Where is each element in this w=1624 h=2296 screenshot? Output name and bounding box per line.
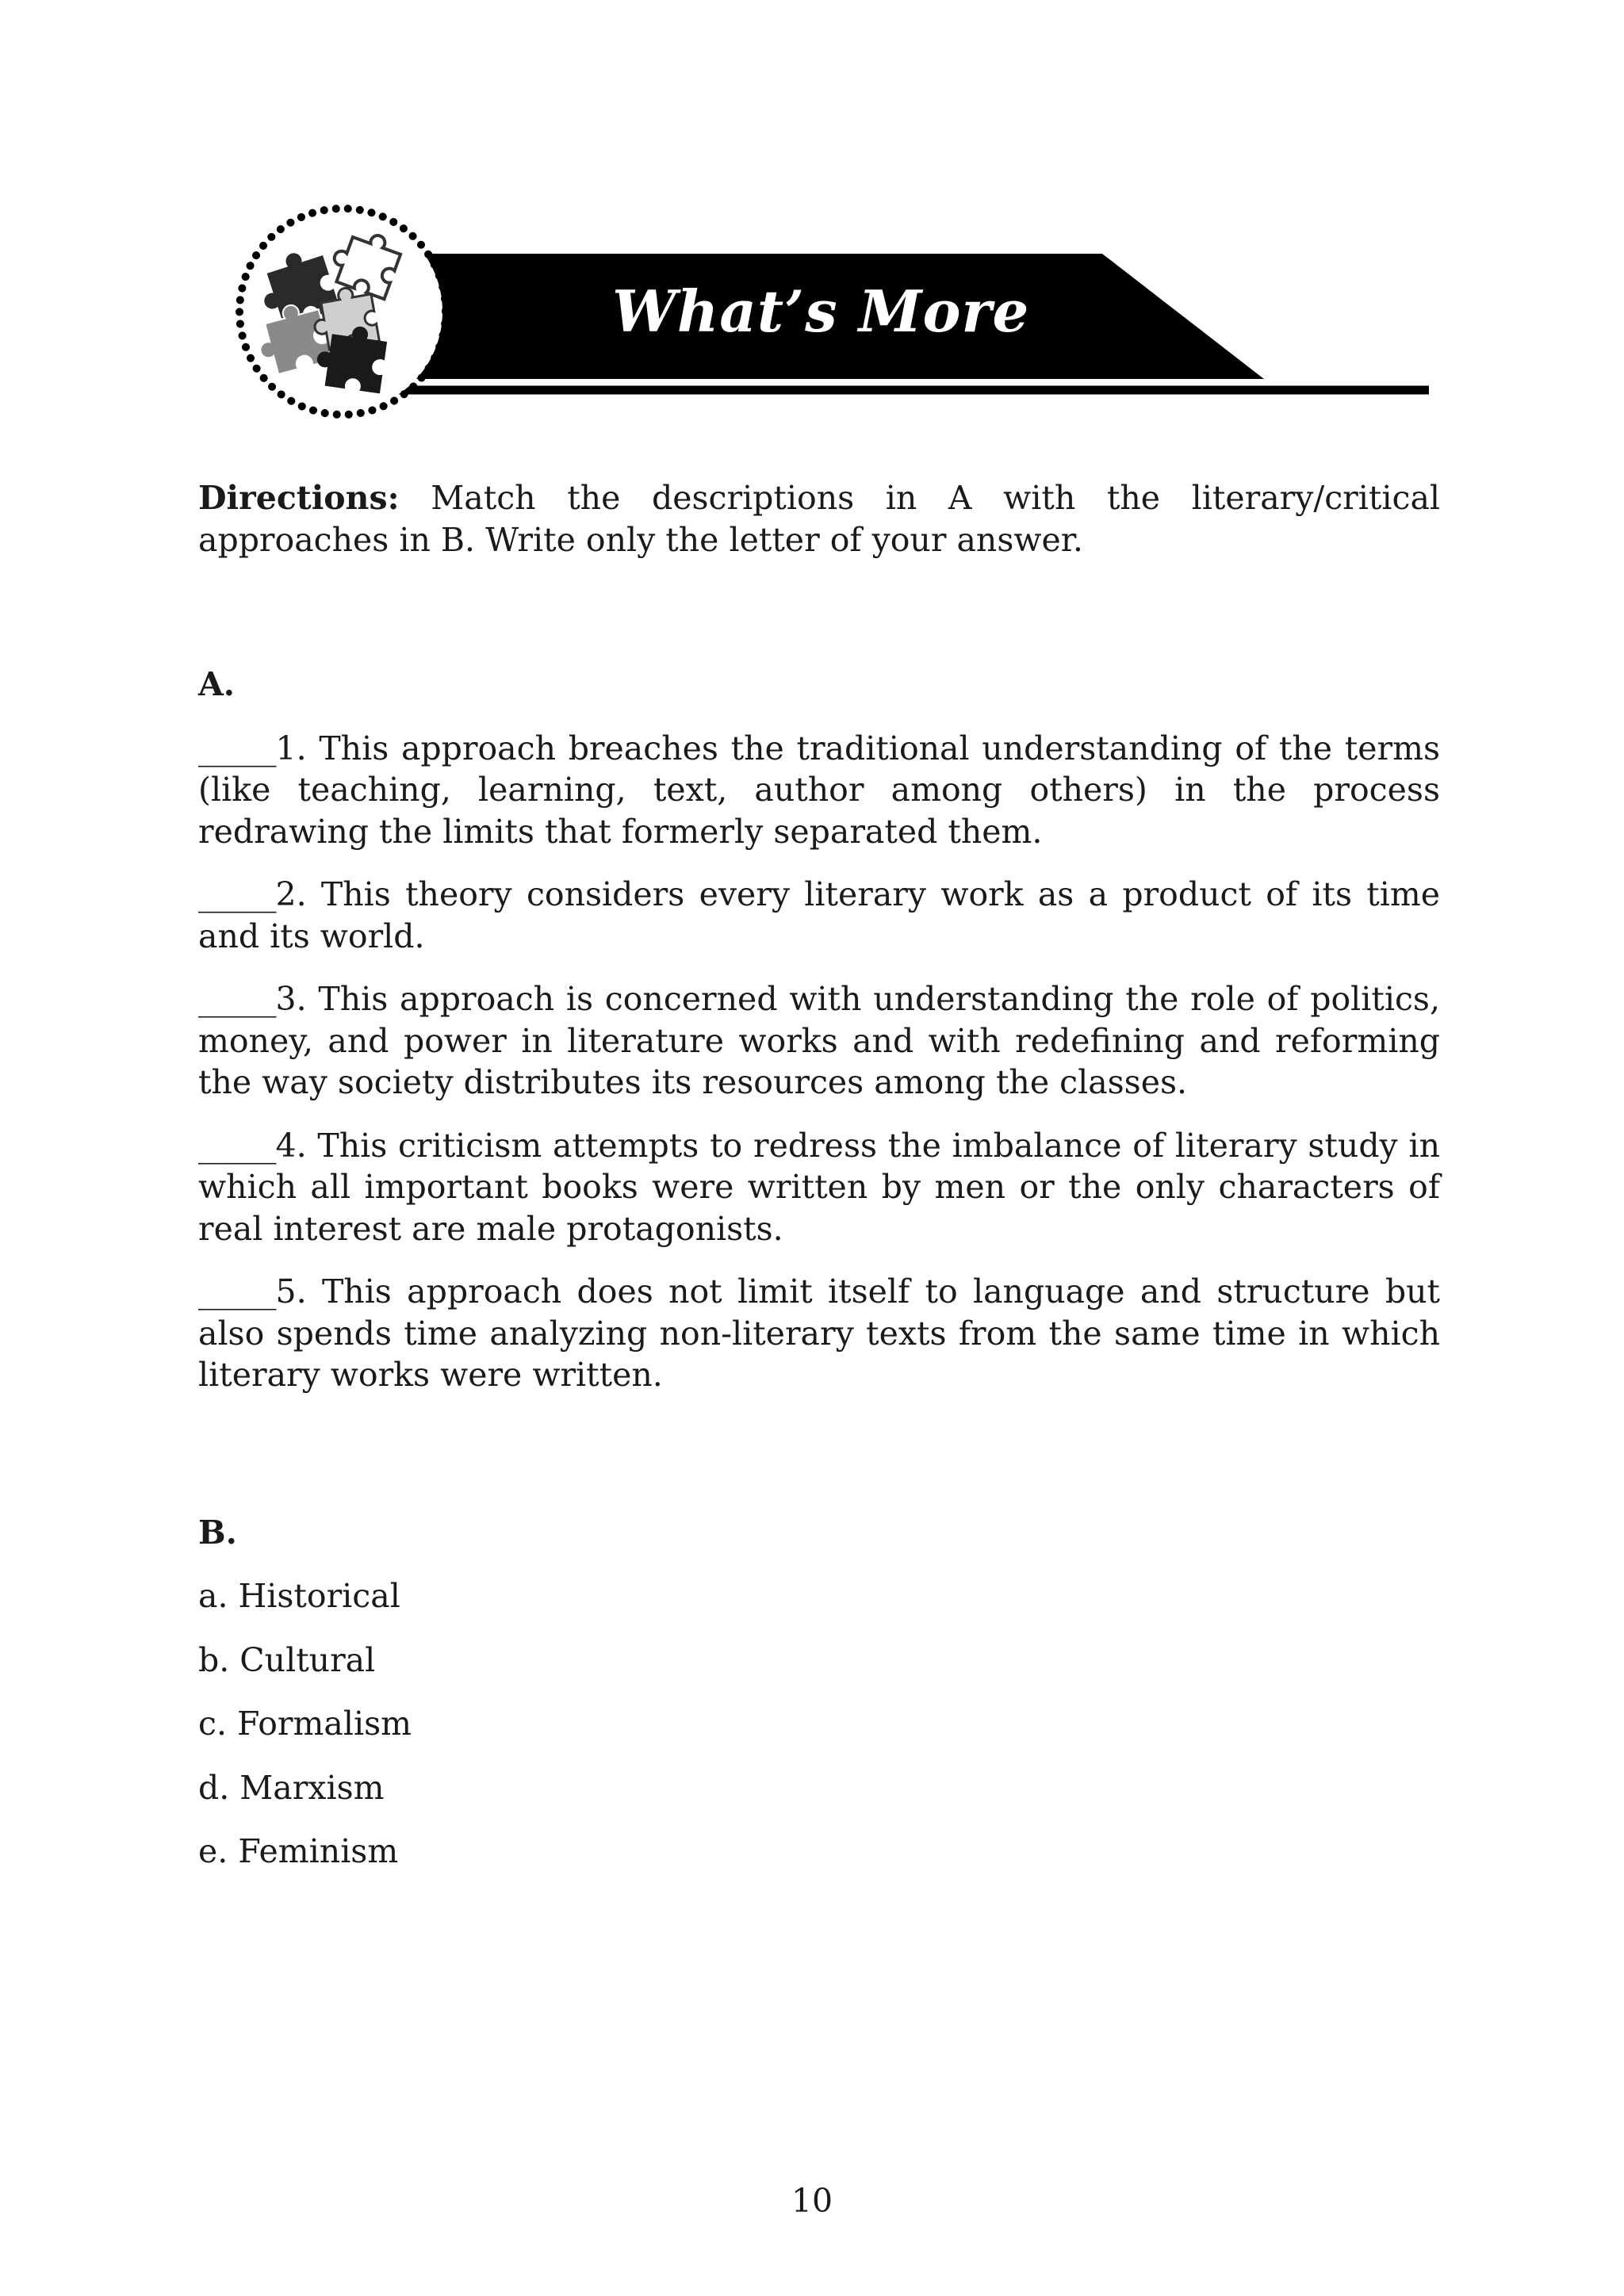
worksheet-content	[198, 477, 1440, 1895]
section-title: What’s More	[612, 277, 1030, 345]
answer-blank: _____	[198, 980, 276, 1018]
page-number: 10	[791, 2182, 833, 2220]
choice-item: e. Feminism	[198, 1832, 399, 1870]
item-text: 3. This approach is concerned with understanding the role of politics, money, and power in literature works and with redefining and reforming the way society distributes its resources among the classes.	[198, 980, 1440, 1101]
answer-blank: _____	[198, 729, 276, 767]
answer-blank: _____	[198, 1272, 276, 1311]
choice-item: c. Formalism	[198, 1705, 412, 1743]
directions-label: Directions:	[198, 479, 400, 517]
list-item	[198, 728, 1440, 853]
section-b-label: B.	[198, 1513, 237, 1552]
directions-paragraph	[198, 477, 1440, 561]
item-text: 4. This criticism attempts to redress the imbalance of literary study in which all important books were written by men or the only characters of real interest are male protagonists.	[198, 1126, 1440, 1248]
section-banner	[224, 197, 1429, 427]
answer-blank: _____	[198, 1126, 276, 1165]
choice-item: a. Historical	[198, 1577, 400, 1615]
list-item	[198, 874, 1440, 957]
item-text: 2. This theory considers every literary work as a product of its time and its world.	[198, 875, 1440, 955]
list-item	[198, 1125, 1440, 1250]
item-text: 1. This approach breaches the traditional understanding of the terms (like teaching, learning, text, author among others) in the process redrawing the limits that formerly separated them.	[198, 729, 1440, 851]
choice-item: d. Marxism	[198, 1768, 385, 1807]
answer-blank: _____	[198, 875, 276, 913]
item-text: 5. This approach does not limit itself to language and structure but also spends time analyzing non-literary texts from the same time in which literary works were written.	[198, 1272, 1440, 1394]
choice-item: b. Cultural	[198, 1640, 376, 1679]
list-item	[198, 1271, 1440, 1396]
list-item	[198, 978, 1440, 1104]
directions-text: Match the descriptions in A with the literary/critical approaches in B. Write only the letter of your answer.	[198, 479, 1440, 559]
section-a-label: A.	[198, 665, 236, 703]
